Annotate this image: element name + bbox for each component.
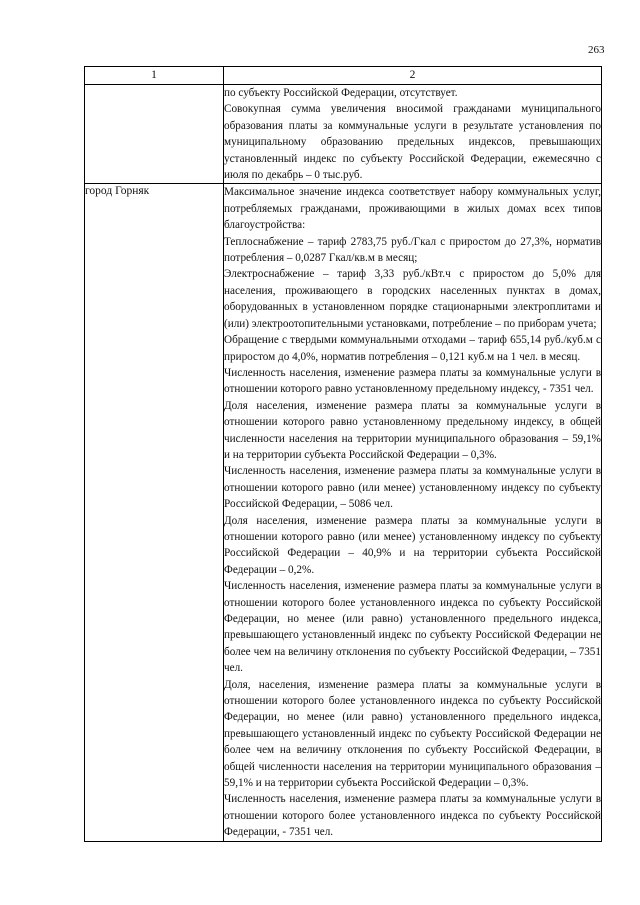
description-cell: [224, 85, 602, 184]
municipality-name-cell: [85, 85, 224, 184]
paragraph: Совокупная сумма увеличения вносимой гражданами муниципального образования платы за коммунальные услуги в результате установления по муниципальному образованию предельных индексов, превышающих установленный индекс по субъекту Российской Федерации, ежемесячно с июля по декабрь – 0 тыс.руб.: [224, 103, 601, 182]
table-header-row: [85, 67, 602, 85]
column-header-1: 1: [85, 67, 224, 85]
paragraph: Доля населения, изменение размера платы за коммунальные услуги в отношении которого равно (или менее) установленному индексу по субъекту Российской Федерации – 40,9% и на территории субъекта Российской Федерации – 0,2%.: [224, 514, 601, 576]
table-row: [85, 85, 602, 184]
column-header-2: 2: [224, 67, 602, 85]
paragraph: Численность населения, изменение размера платы за коммунальные услуги в отношении которого более установленного индекса по субъекту Российской Федерации, но менее (или равно) установленного предельного индекса, превышающего установленный индекс по субъекту Российской Федерации не более чем на величину отклонения по субъекту Российской Федерации, – 7351 чел.: [224, 580, 601, 675]
table-row: [85, 184, 602, 841]
municipality-name-cell: город Горняк: [85, 184, 224, 841]
paragraph: Электроснабжение – тариф 3,33 руб./кВт.ч с приростом до 5,0% для населения, проживающего в городских населенных пунктах в домах, оборудованных в установленном порядке стационарными электроплитами и (или) электроотопительными установками, потребление – по приборам учета;: [224, 268, 601, 330]
paragraph: Численность населения, изменение размера платы за коммунальные услуги в отношении которого более установленного индекса по субъекту Российской Федерации, - 7351 чел.: [224, 793, 601, 839]
page-number: 263: [588, 44, 605, 56]
description-cell: [224, 184, 602, 841]
paragraph: по субъекту Российской Федерации, отсутствует.: [224, 87, 458, 99]
paragraph: Теплоснабжение – тариф 2783,75 руб./Гкал с приростом до 27,3%, норматив потребления – 0,0287 Гкал/кв.м в месяц;: [224, 235, 601, 265]
paragraph: Численность населения, изменение размера платы за коммунальные услуги в отношении которого равно (или менее) установленному индексу по субъекту Российской Федерации, – 5086 чел.: [224, 465, 601, 511]
paragraph: Максимальное значение индекса соответствует набору коммунальных услуг, потребляемых гражданами, проживающими в жилых домах всех типов благоустройства:: [224, 186, 601, 232]
document-table: [84, 66, 602, 842]
paragraph: Обращение с твердыми коммунальными отходами – тариф 655,14 руб./куб.м с приростом до 4,0%, норматив потребления – 0,121 куб.м на 1 чел. в месяц.: [224, 334, 601, 363]
paragraph: Доля, населения, изменение размера платы за коммунальные услуги в отношении которого более установленного индекса по субъекту Российской Федерации, но менее (или равно) установленного предельного индекса, превышающего установленный индекс по субъекту Российской Федерации не более чем на величину отклонения по субъекту Российской Федерации, в общей численности населения на территории муниципального образования – 59,1% и на территории субъекта Российской Федерации – 0,3%.: [224, 678, 601, 790]
paragraph: Доля населения, изменение размера платы за коммунальные услуги в отношении которого равно установленному предельному индексу, в общей численности населения на территории муниципального образования – 59,1% и на территории субъекта Российской Федерации – 0,3%.: [224, 399, 601, 461]
paragraph: Численность населения, изменение размера платы за коммунальные услуги в отношении которого равно установленному предельному индексу, - 7351 чел.: [224, 366, 601, 396]
